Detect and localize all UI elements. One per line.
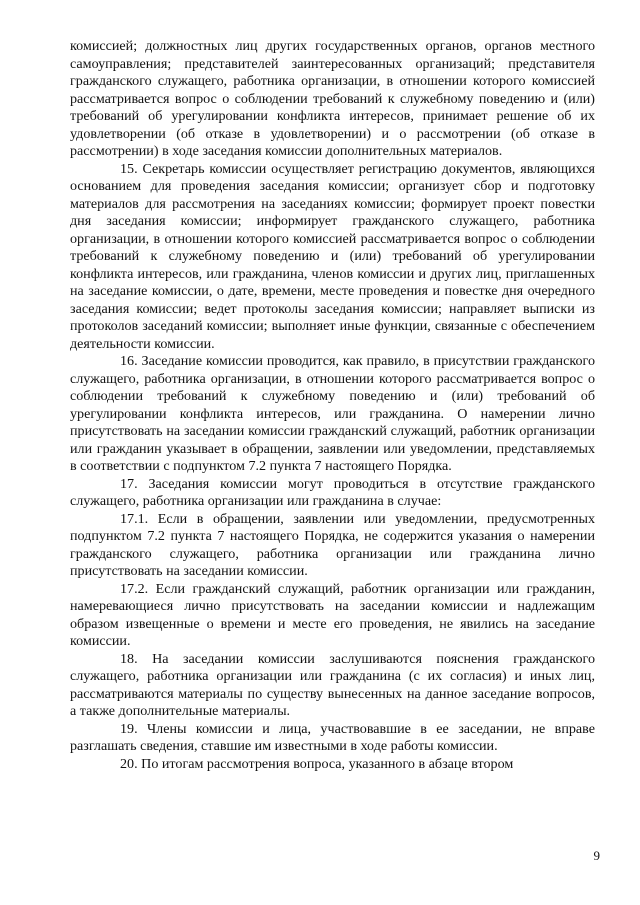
paragraph-17-1: 17.1. Если в обращении, заявлении или уведомлении, предусмотренных подпунктом 7.2 пункта 7 настоящего Порядка, не содержится указания о намерении гражданского служащего, работника организации или гражданина лично присутствовать на заседании комиссии. (70, 510, 595, 579)
document-body (70, 38, 595, 773)
paragraph-20: 20. По итогам рассмотрения вопроса, указанного в абзаце втором (120, 755, 514, 772)
paragraph-18: 18. На заседании комиссии заслушиваются пояснения гражданского служащего, работника организации или гражданина (с их согласия) и иных лиц, рассматриваются материалы по существу вынесенных на данное заседание вопросов, а также дополнительные материалы. (70, 650, 595, 719)
paragraph-19: 19. Члены комиссии и лица, участвовавшие в ее заседании, не вправе разглашать сведения, ставшие им известными в ходе работы комиссии. (70, 720, 595, 754)
paragraph-16: 16. Заседание комиссии проводится, как правило, в присутствии гражданского служащего, работника организации, в отношении которого рассматривается вопрос о соблюдении требований к служебному поведению и (или) требований об урегулировании конфликта интересов, или гражданина. О намерении лично присутствовать на заседании комиссии гражданский служащий, работник организации или гражданин указывает в обращении, заявлении или уведомлении, представляемых в соответствии с подпунктом 7.2 пункта 7 настоящего Порядка. (70, 353, 595, 474)
page-number: 9 (593, 848, 600, 863)
paragraph-continuation: комиссией; должностных лиц других государственных органов, органов местного самоуправления; представителей заинтересованных организаций; представителя гражданского служащего, работника организации, в отношении которого комиссией рассматривается вопрос о соблюдении требований к служебному поведению и (или) требований об урегулировании конфликта интересов, принимает решение об их удовлетворении (об отказе в удовлетворении) и о рассмотрении (об отказе в рассмотрении) в ходе заседания комиссии дополнительных материалов. (70, 38, 595, 159)
paragraph-15: 15. Секретарь комиссии осуществляет регистрацию документов, являющихся основанием для проведения заседания комиссии; организует сбор и подготовку материалов для рассмотрения на заседаниях комиссии; формирует проект повестки дня заседания комиссии; информирует гражданского служащего, работника организации, в отношении которого комиссией рассматривается вопрос о соблюдении требований к служебному поведению и (или) требований об урегулировании конфликта интересов, или гражданина, членов комиссии и других лиц, приглашенных на заседание комиссии, о дате, времени, месте проведения и повестке дня очередного заседания комиссии; ведет протоколы заседания комиссии; направляет выписки из протоколов заседаний комиссии; выполняет иные функции, связанные с обеспечением деятельности комиссии. (70, 160, 595, 352)
paragraph-17: 17. Заседания комиссии могут проводиться в отсутствие гражданского служащего, работника организации или гражданина в случае: (70, 475, 595, 509)
paragraph-17-2: 17.2. Если гражданский служащий, работник организации или гражданин, намеревающиеся лично присутствовать на заседании комиссии и надлежащим образом извещенные о времени и месте его проведения, не явились на заседание комиссии. (70, 580, 595, 649)
